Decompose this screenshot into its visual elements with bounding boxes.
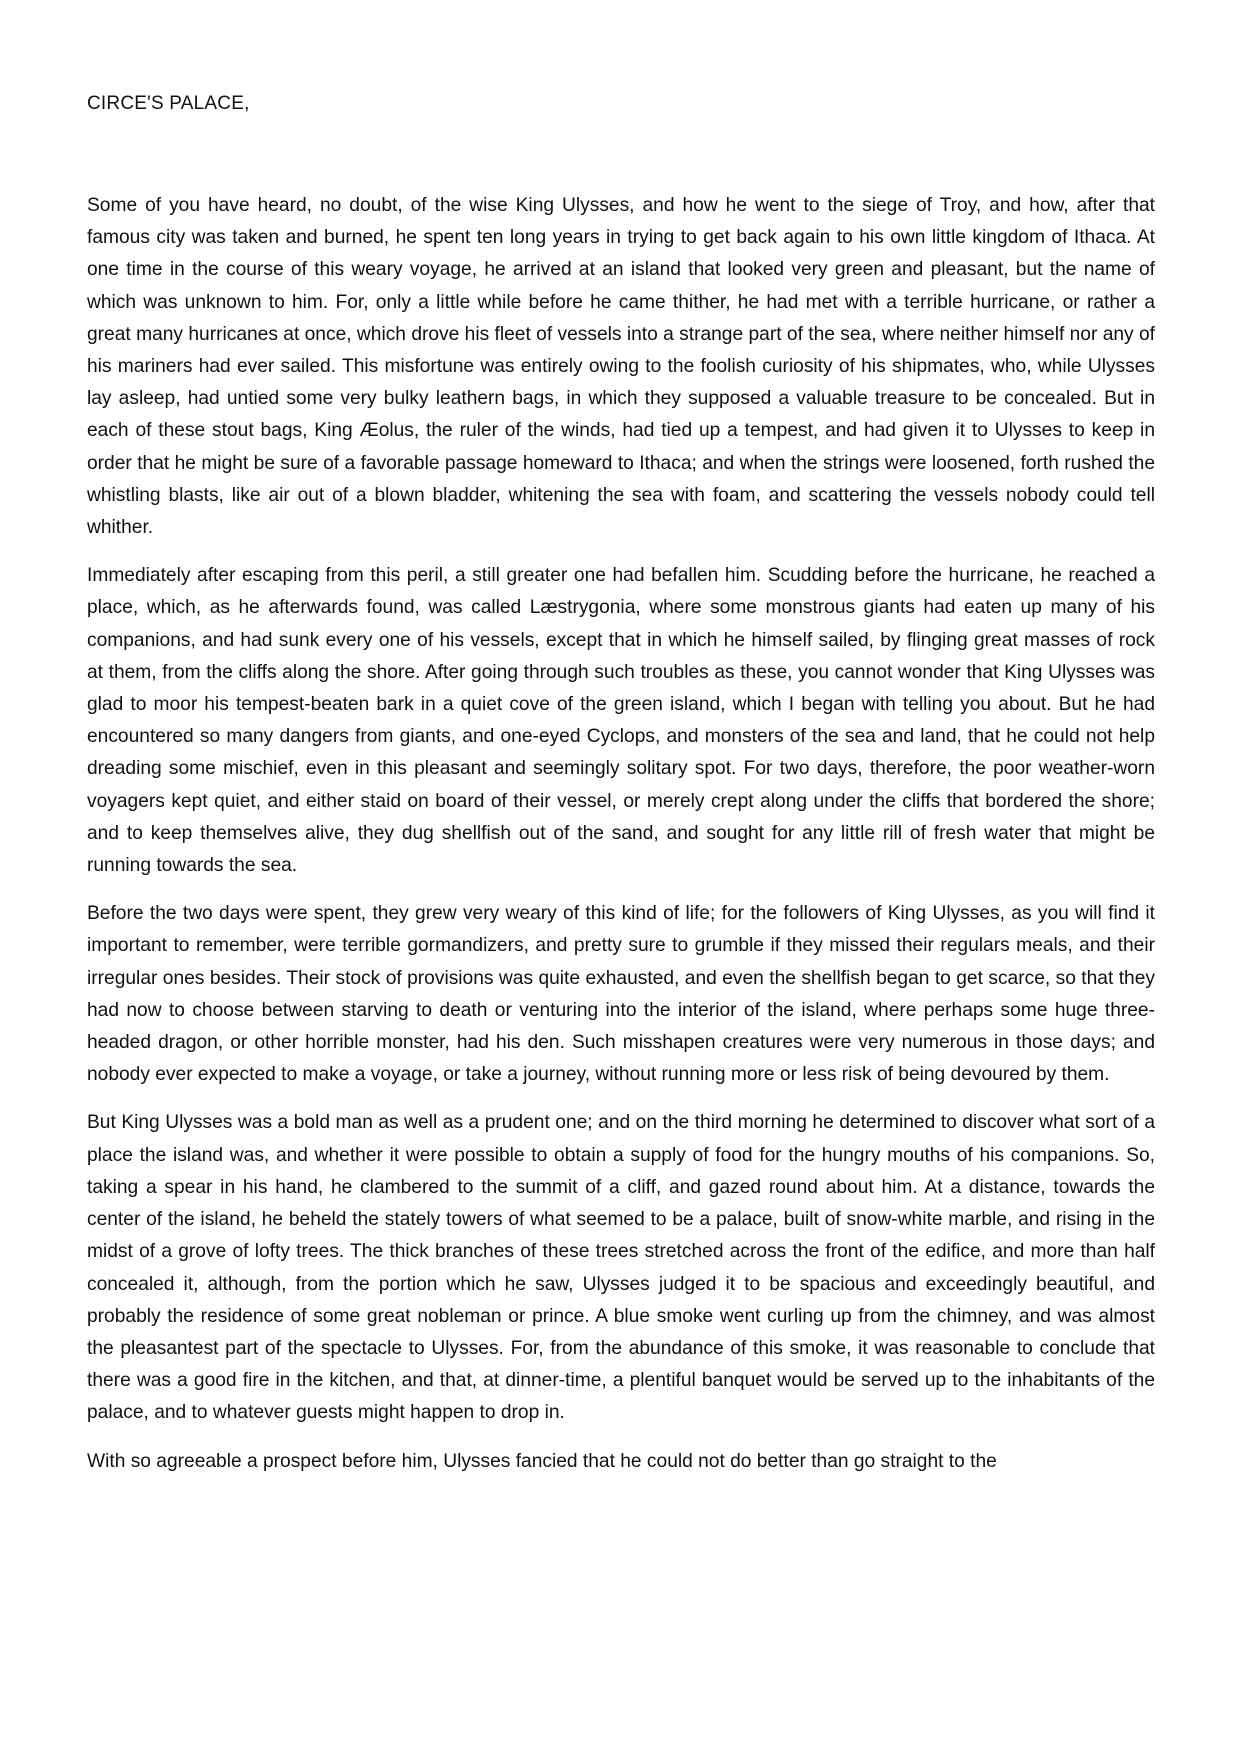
document-body bbox=[87, 190, 1155, 1494]
paragraph: With so agreeable a prospect before him, Ulysses fancied that he could not do better than go straight to the bbox=[87, 1450, 997, 1472]
paragraph: Immediately after escaping from this peril, a still greater one had befallen him. Scudding before the hurricane, he reached a place, which, as he afterwards found, was called Læstrygonia, where some monstrous giants had eaten up many of his companions, and had sunk every one of his vessels, except that in which he himself sailed, by flinging great masses of rock at them, from the cliffs along the shore. After going through such troubles as these, you cannot wonder that King Ulysses was glad to moor his tempest-beaten bark in a quiet cove of the green island, which I began with telling you about. But he had encountered so many dangers from giants, and one-eyed Cyclops, and monsters of the sea and land, that he could not help dreading some mischief, even in this pleasant and seemingly solitary spot. For two days, therefore, the poor weather-worn voyagers kept quiet, and either staid on board of their vessel, or merely crept along under the cliffs that bordered the shore; and to keep themselves alive, they dug shellfish out of the sand, and sought for any little rill of fresh water that might be running towards the sea. bbox=[87, 565, 1155, 877]
paragraph: But King Ulysses was a bold man as well as a prudent one; and on the third morning he determined to discover what sort of a place the island was, and whether it were possible to obtain a supply of food for the hungry mouths of his companions. So, taking a spear in his hand, he clambered to the summit of a cliff, and gazed round about him. At a distance, towards the center of the island, he beheld the stately towers of what seemed to be a palace, built of snow-white marble, and rising in the midst of a grove of lofty trees. The thick branches of these trees stretched across the front of the edifice, and more than half concealed it, although, from the portion which he saw, Ulysses judged it to be spacious and exceedingly beautiful, and probably the residence of some great nobleman or prince. A blue smoke went curling up from the chimney, and was almost the pleasantest part of the spectacle to Ulysses. For, from the abundance of this smoke, it was reasonable to conclude that there was a good fire in the kitchen, and that, at dinner-time, a plentiful banquet would be served up to the inhabitants of the palace, and to whatever guests might happen to drop in. bbox=[87, 1112, 1155, 1424]
paragraph: Before the two days were spent, they grew very weary of this kind of life; for the followers of King Ulysses, as you will find it important to remember, were terrible gormandizers, and pretty sure to grumble if they missed their regulars meals, and their irregular ones besides. Their stock of provisions was quite exhausted, and even the shellfish began to get scarce, so that they had now to choose between starving to death or venturing into the interior of the island, where perhaps some huge three-headed dragon, or other horrible monster, had his den. Such misshapen creatures were very numerous in those days; and nobody ever expected to make a voyage, or take a journey, without running more or less risk of being devoured by them. bbox=[87, 903, 1155, 1086]
page-title: CIRCE'S PALACE, bbox=[87, 93, 250, 114]
paragraph: Some of you have heard, no doubt, of the wise King Ulysses, and how he went to the siege of Troy, and how, after that famous city was taken and burned, he spent ten long years in trying to get back again to his own little kingdom of Ithaca. At one time in the course of this weary voyage, he arrived at an island that looked very green and pleasant, but the name of which was unknown to him. For, only a little while before he came thither, he had met with a terrible hurricane, or rather a great many hurricanes at once, which drove his fleet of vessels into a strange part of the sea, where neither himself nor any of his mariners had ever sailed. This misfortune was entirely owing to the foolish curiosity of his shipmates, who, while Ulysses lay asleep, had untied some very bulky leathern bags, in which they supposed a valuable treasure to be concealed. But in each of these stout bags, King Æolus, the ruler of the winds, had tied up a tempest, and had given it to Ulysses to keep in order that he might be sure of a favorable passage homeward to Ithaca; and when the strings were loosened, forth rushed the whistling blasts, like air out of a blown bladder, whitening the sea with foam, and scattering the vessels nobody could tell whither. bbox=[87, 195, 1155, 539]
